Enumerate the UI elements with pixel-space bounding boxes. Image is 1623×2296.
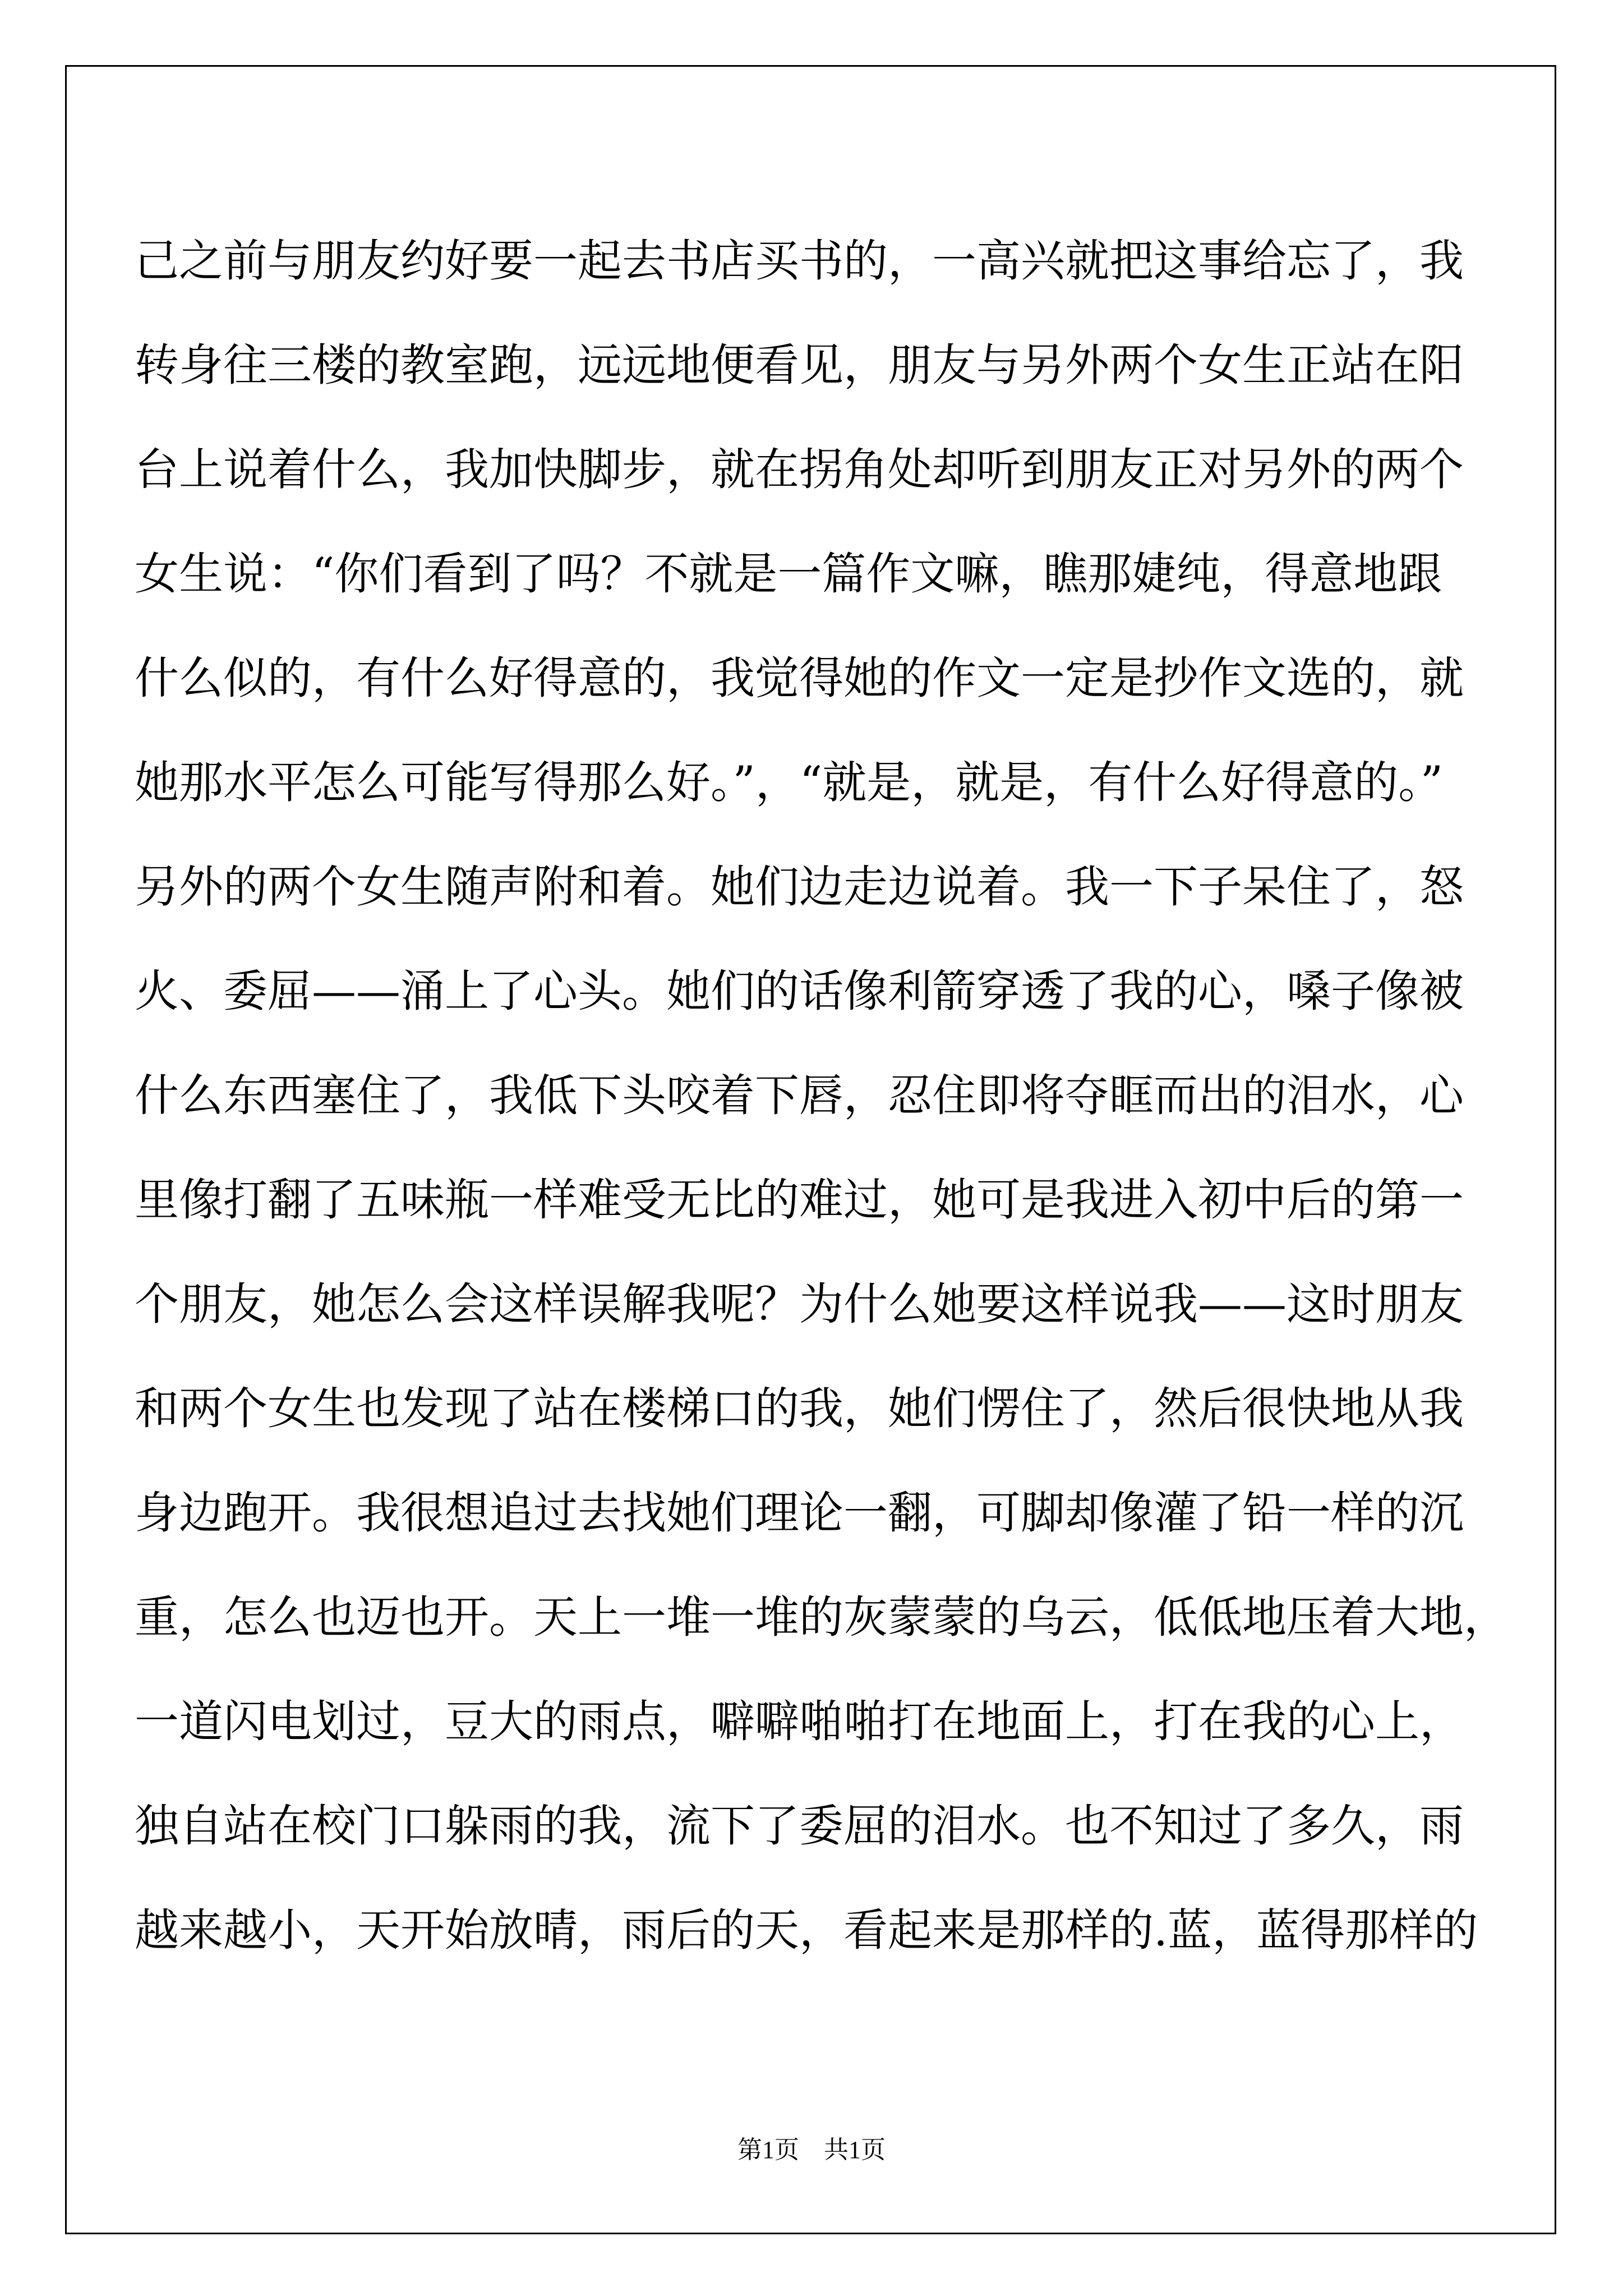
text-line: 里像打翻了五味瓶一样难受无比的难过，她可是我进入初中后的第一: [135, 1174, 1464, 1226]
text-line: 什么似的，有什么好得意的，我觉得她的作文一定是抄作文选的，就: [135, 652, 1464, 704]
text-line: 她那水平怎么可能写得那么好。”，“就是，就是，有什么好得意的。”: [135, 757, 1444, 808]
text-line: 女生说：“你们看到了吗？不就是一篇作文嘛，瞧那婕纯，得意地跟: [135, 548, 1442, 600]
text-line: 转身往三楼的教室跑，远远地便看见，朋友与另外两个女生正站在阳: [135, 339, 1464, 391]
text-line: 己之前与朋友约好要一起去书店买书的，一高兴就把这事给忘了，我: [135, 235, 1464, 287]
text-line: 什么东西塞住了，我低下头咬着下唇，忍住即将夺眶而出的泪水，心: [135, 1070, 1464, 1121]
body-text: [135, 209, 1508, 1982]
text-line: 身边跑开。我很想追过去找她们理论一翻，可脚却像灌了铅一样的沉: [135, 1487, 1464, 1539]
text-line: 独自站在校门口躲雨的我，流下了委屈的泪水。也不知过了多久，雨: [135, 1800, 1464, 1852]
text-line: 越来越小，天开始放晴，雨后的天，看起来是那样的.蓝，蓝得那样的: [135, 1904, 1478, 1956]
text-line: 和两个女生也发现了站在楼梯口的我，她们愣住了，然后很快地从我: [135, 1383, 1464, 1434]
text-line: 重，怎么也迈也开。天上一堆一堆的灰蒙蒙的乌云，低低地压着大地，: [135, 1591, 1508, 1643]
text-line: 火、委屈——涌上了心头。她们的话像利箭穿透了我的心，嗓子像被: [135, 965, 1464, 1017]
text-line: 个朋友，她怎么会这样误解我呢？为什么她要这样说我——这时朋友: [135, 1278, 1464, 1330]
text-line: 台上说着什么，我加快脚步，就在拐角处却听到朋友正对另外的两个: [135, 444, 1464, 495]
text-line: 一道闪电划过，豆大的雨点，噼噼啪啪打在地面上，打在我的心上，: [135, 1696, 1464, 1747]
text-line: 另外的两个女生随声附和着。她们边走边说着。我一下子呆住了，怒: [135, 861, 1464, 913]
page-number-footer: 第1页 共1页: [737, 2136, 886, 2164]
